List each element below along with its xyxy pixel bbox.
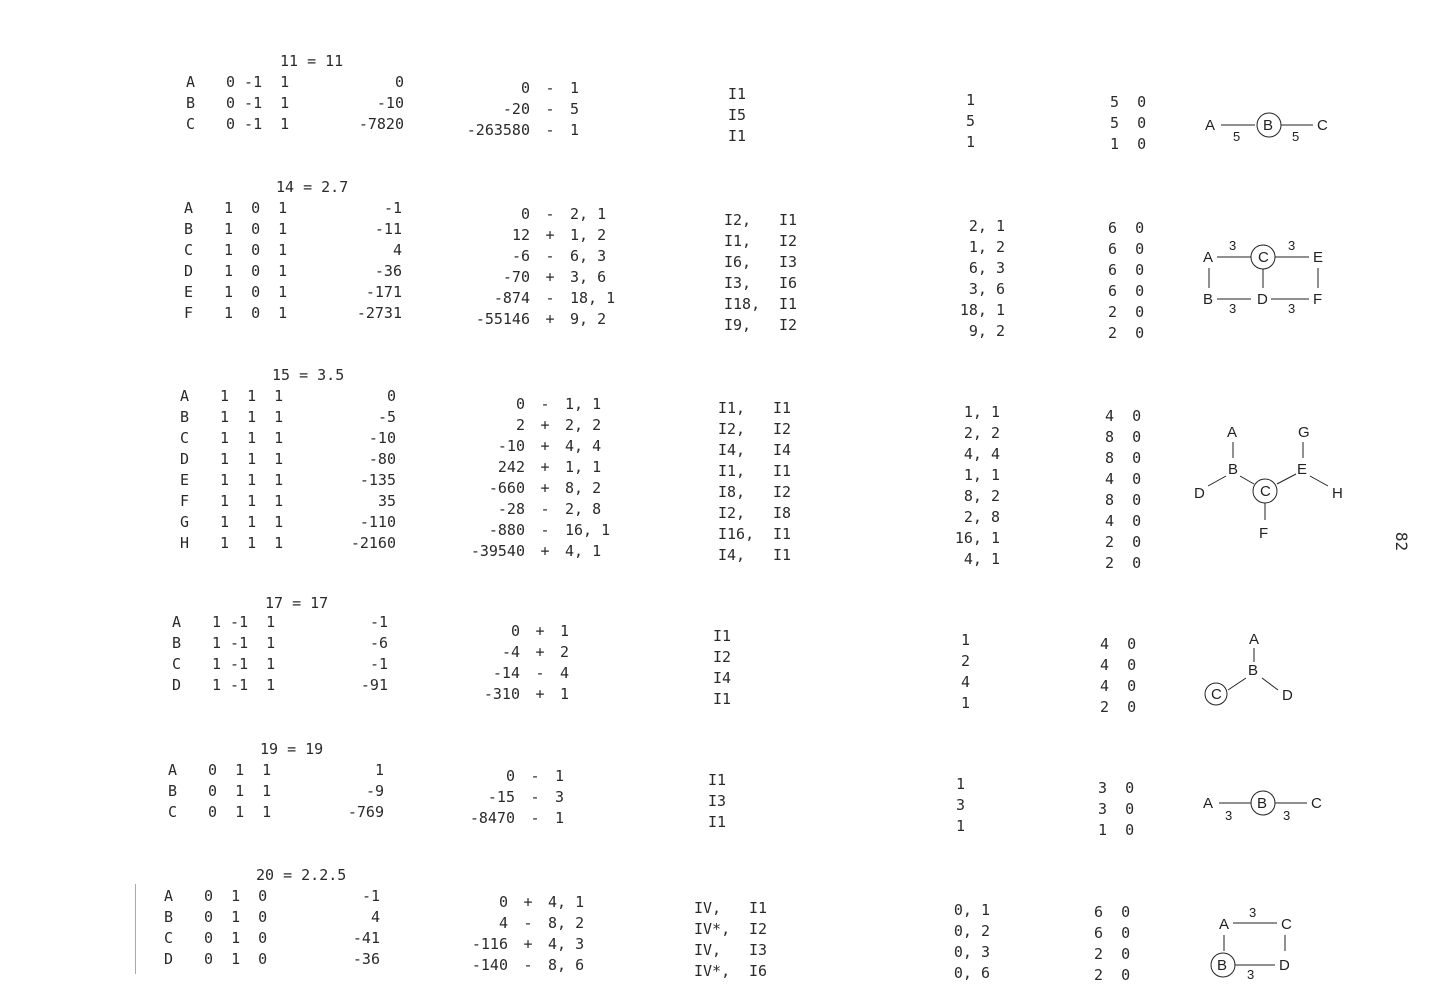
section-header: 15 = 3.5 [272,366,345,384]
svg-text:A: A [1203,795,1214,812]
svg-text:B: B [1217,957,1228,974]
svg-text:3: 3 [1283,808,1291,823]
graph-diagram-3 [1190,420,1350,549]
svg-text:3: 3 [1225,808,1233,823]
svg-text:B: B [1203,291,1214,308]
svg-text:3: 3 [1249,905,1257,920]
svg-text:B: B [1257,795,1268,812]
section-header: 17 = 17 [265,594,329,612]
svg-text:C: C [1311,795,1322,812]
svg-text:C: C [1260,483,1271,500]
svg-text:C: C [1281,916,1292,933]
svg-text:D: D [1279,957,1290,974]
graph-diagram-2 [1203,236,1333,320]
svg-text:E: E [1297,461,1308,478]
svg-text:D: D [1194,485,1205,502]
page-number: 82 [1392,531,1412,552]
svg-text:C: C [1258,249,1269,266]
svg-text:D: D [1282,687,1293,704]
svg-text:5: 5 [1233,129,1241,144]
svg-text:3: 3 [1229,238,1237,253]
svg-text:C: C [1211,686,1222,703]
svg-text:3: 3 [1288,301,1296,316]
svg-text:A: A [1205,117,1216,134]
svg-text:A: A [1227,424,1238,441]
section-header: 20 = 2.2.5 [256,866,347,884]
svg-text:A: A [1249,631,1260,648]
svg-text:A: A [1203,249,1214,266]
svg-text:F: F [1313,291,1323,308]
svg-text:C: C [1317,117,1328,134]
section-header: 11 = 11 [280,52,344,70]
section-header: 19 = 19 [260,740,324,758]
svg-text:F: F [1259,525,1269,542]
graph-diagram-4 [1200,628,1310,717]
svg-text:B: B [1263,117,1274,134]
svg-text:3: 3 [1229,301,1237,316]
graph-diagram-1 [1205,108,1335,152]
svg-text:E: E [1313,249,1324,266]
svg-text:H: H [1332,485,1343,502]
scan-margin-mark [135,884,136,974]
svg-text:3: 3 [1288,238,1296,253]
svg-text:G: G [1298,424,1310,441]
section-header: 14 = 2.7 [276,178,349,196]
svg-text:3: 3 [1247,967,1255,982]
scanned-page: 11 = 11 A 0 -1 1 0 B 0 -1 1 -10 C 0 -1 1 -7820 0 - 1 -20 - 5 -263580 - 1 I1 I5 I1 1 5 1 5 0 5 0 1 0 A 5 B 5 C 14 = 2.7 A 1 0 1 -1 B 1 0 1 -11 C 1 0 1 4 D 1 0 1 -36 E 1 0 1 -171 F 1 0 1 -2731 0 - 2, 1 12 + 1, 2 -6 - 6, 3 -70 + 3, 6 -874 - 18, 1 -55146 + 9, 2 I2, I1 I1, I2 I6, I3 I3, I6 I18, I1 I9, I2 2, 1 1, 2 6, 3 3, 6 18, 1 9, 2 6 0 6 0 6 0 6 0 2 0 2 0 A 3 C 3 E B 3 D 3 F 15 = 3.5 A 1 1 1 0 B 1 1 1 -5 C 1 1 1 -10 D 1 1 1 -80 E 1 1 1 -135 F 1 1 1 35 G 1 1 1 -110 H 1 1 1 -2160 0 - 1, 1 2 + 2, 2 -10 + 4, 4 242 + 1, 1 -660 + 8, 2 -28 - 2, 8 -880 - 16, 1 -39540 + 4, 1 I1, I1 I2, I2 I4, I4 I1, I1 I8, I2 I2, I8 I16, I1 I4, I1 1, 1 2, 2 4, 4 1, 1 8, 2 2, 8 16, 1 4, 1 4 0 8 0 8 0 4 0 8 0 4 0 2 0 2 0 A G B E D C H F 17 = 17 A 1 -1 1 -1 B 1 -1 1 -6 C 1 -1 1 -1 D 1 -1 1 -91 0 + 1 -4 + 2 -14 - 4 -310 + 1 I1 I2 I4 I1 1 2 4 1 4 0 4 0 4 0 2 0 A B C D 19 = 19 A 0 1 1 1 B 0 1 1 -9 C 0 1 1 -769 0 - 1 -15 - 3 -8470 - 1 I1 I3 I1 1 3 1 3 0 3 0 1 0 A 3 B 3 C 20 = 2.2.5 A 0 1 0 -1 B 0 1 0 4 C 0 1 0 -41 D 0 1 0 -36 0 + 4, 1 4 - 8, 2 -116 + 4, 3 -140 - 8, 6 IV, I1 IV*, I2 IV, I3 IV*, I6 0, 1 0, 2 0, 3 0, 6 6 0 6 0 2 0 2 0 A 3 C B 3 D 82 [0,0,1436,1000]
svg-text:B: B [1248,662,1259,679]
svg-text:A: A [1219,916,1230,933]
svg-text:B: B [1228,461,1239,478]
graph-diagram-6 [1205,905,1315,989]
svg-text:D: D [1257,291,1268,308]
svg-text:5: 5 [1292,129,1300,144]
graph-diagram-5 [1203,786,1333,830]
